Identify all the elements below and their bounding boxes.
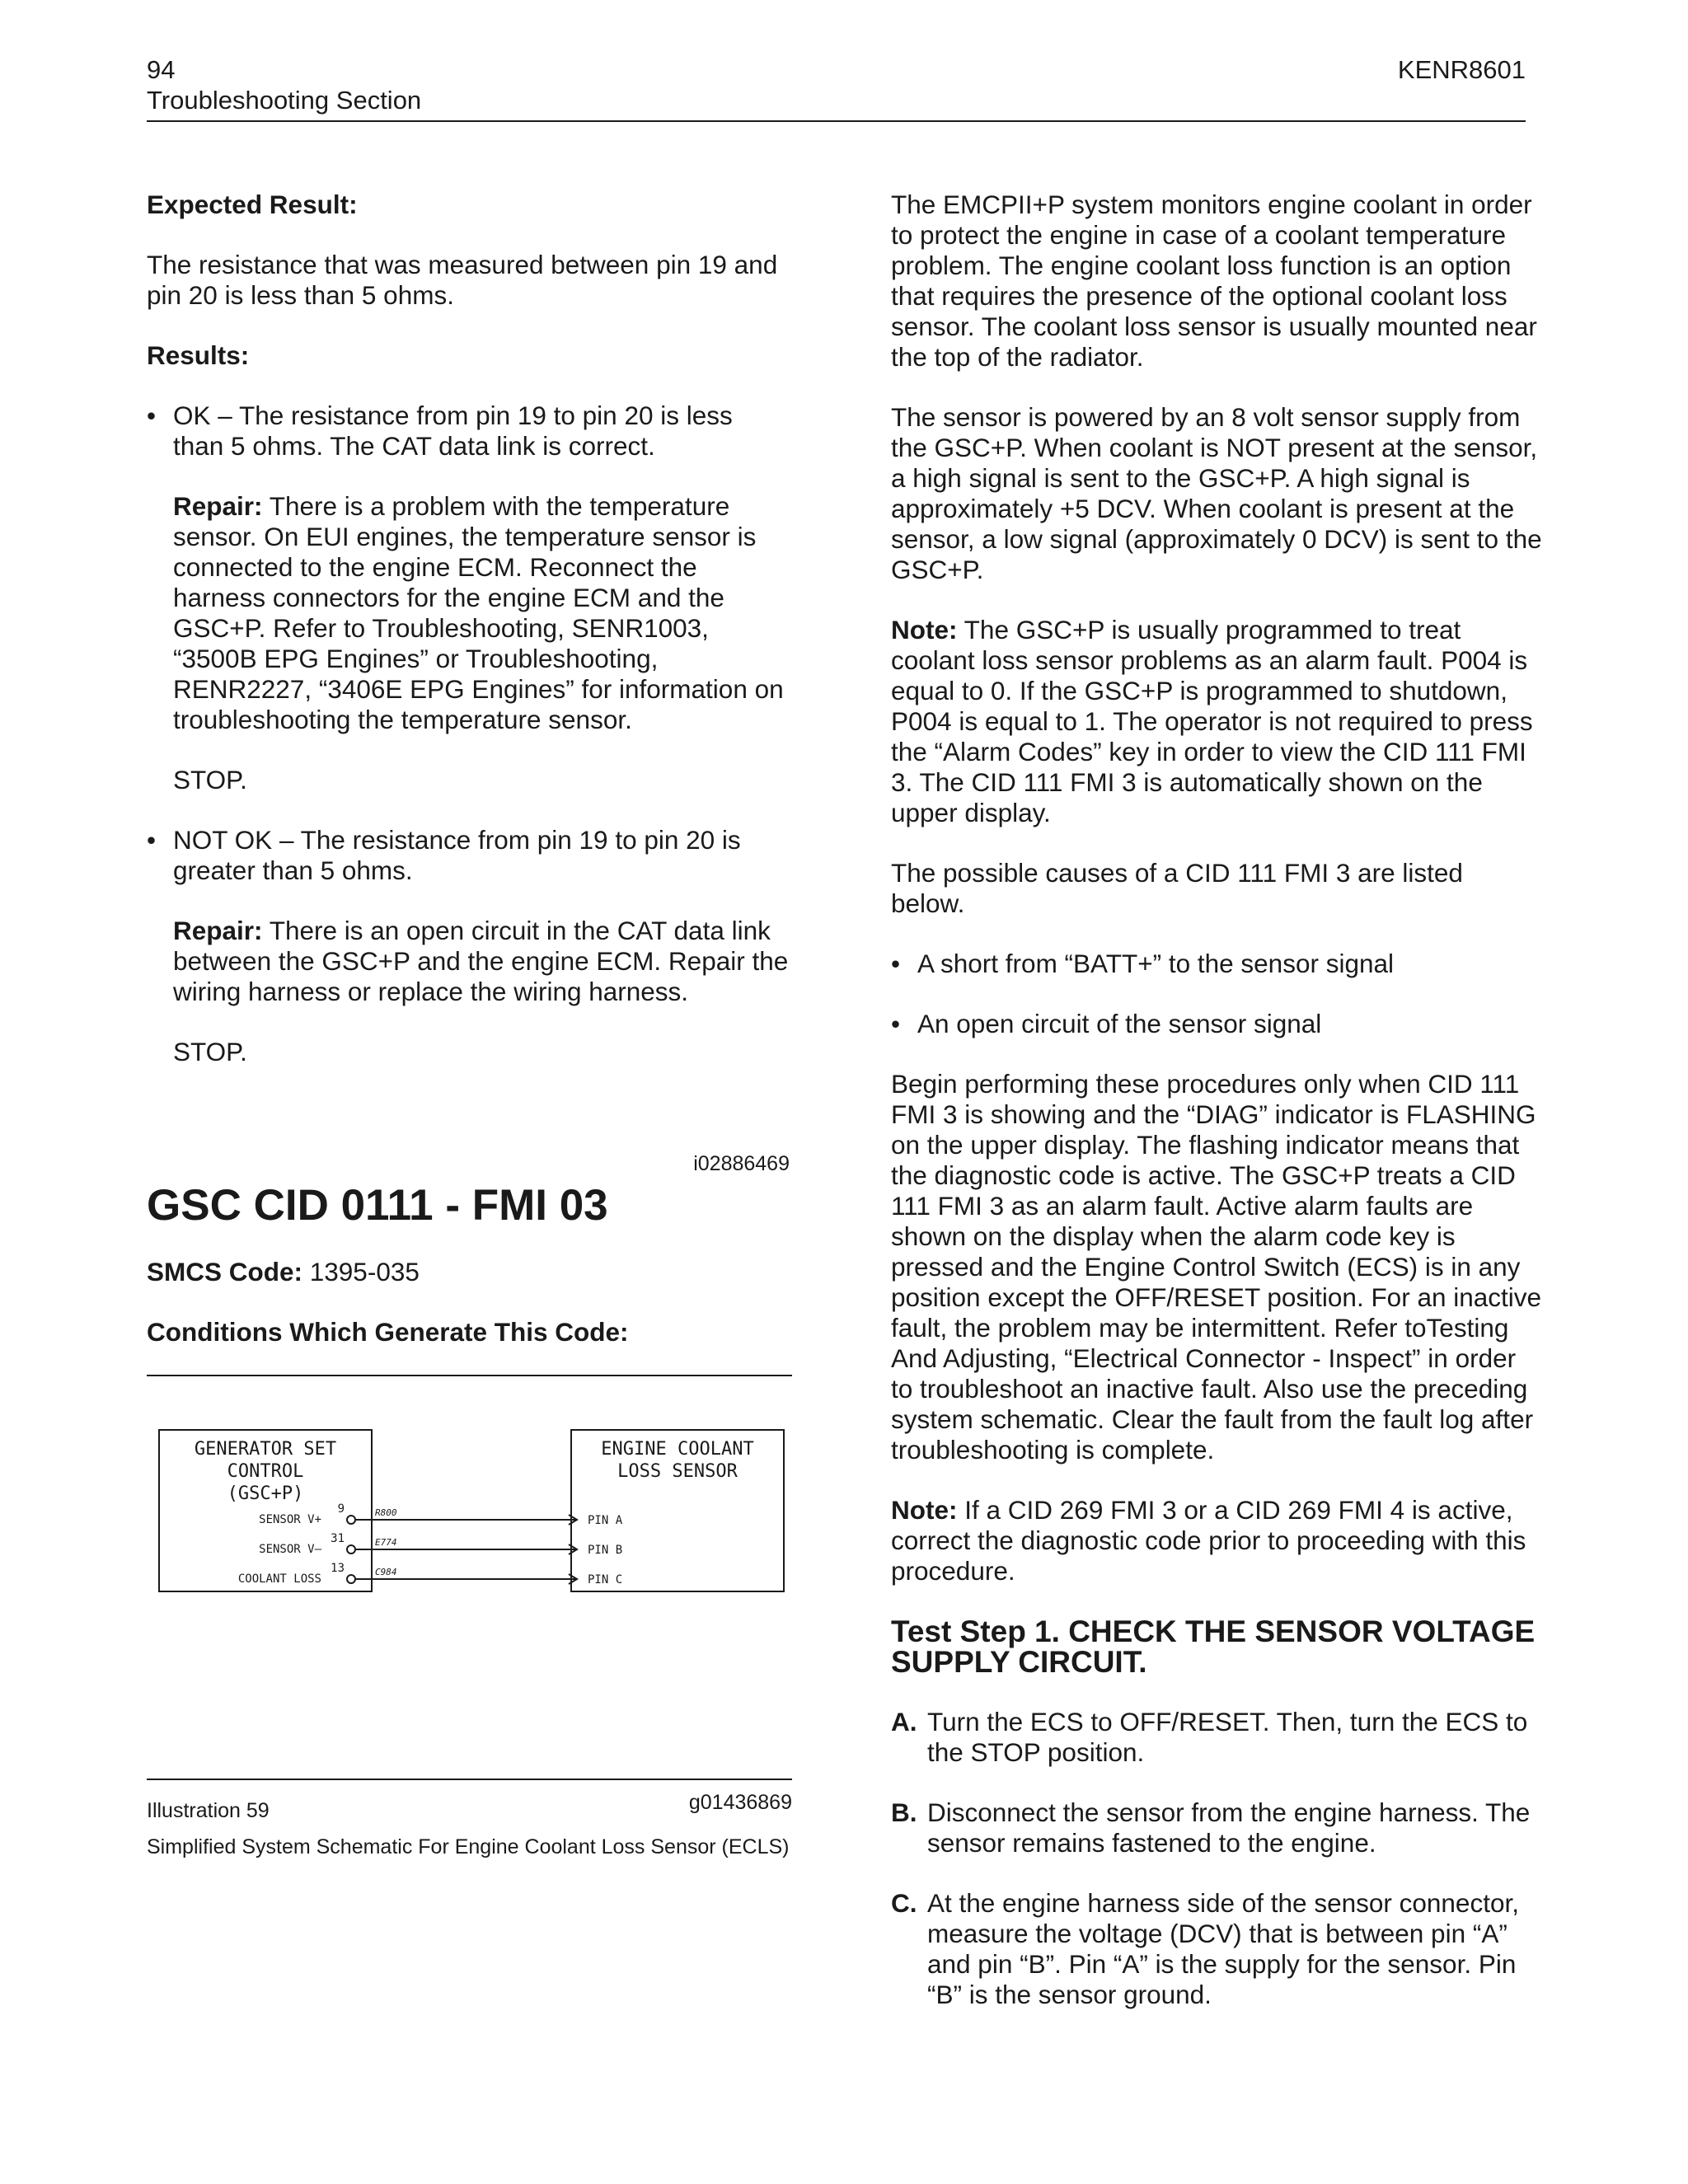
page-title: GSC CID 0111 - FMI 03 <box>147 1181 608 1230</box>
terminal-icon <box>347 1545 355 1554</box>
procedure-paragraph: Begin performing these procedures only when CID 111 FMI 3 is showing and the “DIAG” indicator is FLASHING on the upper display. The flashing indicator means that the diagnostic code is active. The GSC+P treats a CID 111 FMI 3 as an alarm fault. Active alarm faults are shown on the display when the alarm code key is pressed and the Engine Control Switch (ECS) is in any position except the OFF/RESET position. For an inactive fault, the problem may be intermittent. Refer toTesting And Adjusting, “Electrical Connector - Inspect” in order to troubleshoot an inactive fault. Also use the preceding system schematic. Clear the fault from the fault log after troubleshooting is complete. <box>891 1069 1542 1465</box>
smcs-block <box>147 1257 806 1377</box>
test-step-heading: Test Step 1. CHECK THE SENSOR VOLTAGE SUPPLY CIRCUIT. <box>891 1615 1536 1679</box>
not-ok-stop: STOP. <box>173 1037 247 1066</box>
note-label: Note: <box>891 1495 958 1525</box>
wire-label: R800 <box>375 1507 397 1518</box>
illustration-bottom-rule <box>147 1779 792 1780</box>
sensor-pin-label: PIN B <box>588 1544 623 1557</box>
expected-result-text: The resistance that was measured between pin 19 and pin 20 is less than 5 ohms. <box>147 250 778 310</box>
cause-item <box>891 1009 1542 1039</box>
step-c <box>891 1888 1542 2010</box>
step-text: Disconnect the sensor from the engine harness. The sensor remains fastened to the engine. <box>927 1797 1531 1858</box>
smcs-value: 1395-035 <box>302 1257 420 1286</box>
gsc-box-line-2: CONTROL <box>227 1461 304 1482</box>
right-column <box>891 190 1542 2040</box>
step-text: Turn the ECS to OFF/RESET. Then, turn the ECS to the STOP position. <box>927 1707 1528 1767</box>
step-letter: B. <box>891 1797 917 1827</box>
repair-label: Repair: <box>173 491 263 521</box>
bullet-icon: • <box>891 1009 901 1038</box>
repair-label: Repair: <box>173 916 263 945</box>
page-number: 94 <box>147 55 176 84</box>
bullet-icon: • <box>147 825 157 855</box>
step-letter: A. <box>891 1707 917 1736</box>
gsc-box-line-3: (GSC+P) <box>227 1483 304 1504</box>
note-text: If a CID 269 FMI 3 or a CID 269 FMI 4 is active, correct the diagnostic code prior to proceeding with this procedure. <box>891 1495 1526 1586</box>
ok-repair-text: There is a problem with the temperature sensor. On EUI engines, the temperature sensor is connected to the engine ECM. Reconnect the harness connectors for the engine ECM and the GSC+P. Refer to Troubleshooting, SENR1003, “3500B EPG Engines” or Troubleshooting, RENR2227, “3406E EPG Engines” for information on troubleshooting the temperature sensor. <box>173 491 784 734</box>
gsc-pin-number: 31 <box>331 1532 345 1545</box>
gsc-pin-number: 13 <box>331 1562 345 1575</box>
note-paragraph-2 <box>891 1495 1542 1586</box>
terminal-icon <box>347 1516 355 1524</box>
not-ok-repair-paragraph <box>147 916 790 1007</box>
gsc-pin-label: SENSOR V– <box>259 1543 321 1556</box>
sensor-power-paragraph: The sensor is powered by an 8 volt sensor supply from the GSC+P. When coolant is NOT present at the sensor, a high signal is sent to the GSC+P. A high signal is approximately +5 DCV. When coolant is present at the sensor, a low signal (approximately 0 DCV) is sent to the GSC+P. <box>891 402 1542 584</box>
left-column <box>147 190 790 1097</box>
sensor-box-line-1: ENGINE COOLANT <box>601 1439 754 1460</box>
causes-intro: The possible causes of a CID 111 FMI 3 are listed below. <box>891 858 1463 918</box>
cause-text: A short from “BATT+” to the sensor signal <box>917 949 1395 978</box>
conditions-heading: Conditions Which Generate This Code: <box>147 1317 629 1347</box>
sensor-pin-label: PIN C <box>588 1573 623 1586</box>
header-rule <box>147 120 1526 122</box>
reference-id: i02886469 <box>693 1152 790 1175</box>
sensor-pin-label: PIN A <box>588 1514 623 1527</box>
note-text: The GSC+P is usually programmed to treat coolant loss sensor problems as an alarm fault. P004 is equal to 0. If the GSC+P is programmed to shutdown, P004 is equal to 1. The operator is not required to press the “Alarm Codes” key in order to view the CID 111 FMI 3. The CID 111 FMI 3 is automatically shown on the upper display. <box>891 615 1533 827</box>
cause-item <box>891 949 1542 979</box>
smcs-label: SMCS Code: <box>147 1257 302 1286</box>
intro-paragraph: The EMCPII+P system monitors engine coolant in order to protect the engine in case of a coolant temperature problem. The engine coolant loss function is an option that requires the presence of the optional coolant loss sensor. The coolant loss sensor is usually mounted near the top of the radiator. <box>891 190 1537 372</box>
result-not-ok-text: NOT OK – The resistance from pin 19 to pin 20 is greater than 5 ohms. <box>173 825 741 885</box>
ok-stop: STOP. <box>173 765 247 794</box>
result-ok-text: OK – The resistance from pin 19 to pin 20 is less than 5 ohms. The CAT data link is correct. <box>173 401 733 461</box>
illustration-id: g01436869 <box>688 1791 792 1814</box>
expected-result-heading: Expected Result: <box>147 190 358 219</box>
step-b <box>891 1797 1542 1858</box>
bullet-icon: • <box>147 401 157 430</box>
illustration-caption: Simplified System Schematic For Engine Coolant Loss Sensor (ECLS) <box>147 1835 790 1858</box>
step-letter: C. <box>891 1888 917 1918</box>
wire-label: C984 <box>375 1567 397 1577</box>
coolant-loss-schematic <box>147 1418 798 1615</box>
bullet-icon: • <box>891 949 901 978</box>
section-title: Troubleshooting Section <box>147 86 422 115</box>
not-ok-repair-text: There is an open circuit in the CAT data link between the GSC+P and the engine ECM. Repair the wiring harness or replace the wiring harness. <box>173 916 789 1006</box>
illustration-label: Illustration 59 <box>147 1799 270 1822</box>
step-a <box>891 1707 1542 1768</box>
ok-repair-paragraph <box>147 491 790 735</box>
results-heading: Results: <box>147 340 250 370</box>
gsc-pin-label: COOLANT LOSS <box>237 1572 321 1586</box>
document-id: KENR8601 <box>1397 55 1526 84</box>
note-label: Note: <box>891 615 958 644</box>
sensor-box-line-2: LOSS SENSOR <box>617 1461 738 1482</box>
result-ok-item <box>147 401 790 462</box>
illustration-top-rule <box>147 1375 792 1376</box>
step-text: At the engine harness side of the sensor connector, measure the voltage (DCV) that is between pin “A” and pin “B”. Pin “A” is the supply for the sensor. Pin “B” is the sensor ground. <box>927 1888 1519 2009</box>
wire-label: E774 <box>375 1537 397 1548</box>
gsc-pin-number: 9 <box>337 1502 345 1516</box>
result-not-ok-item <box>147 825 790 886</box>
gsc-pin-label: SENSOR V+ <box>259 1513 321 1526</box>
cause-text: An open circuit of the sensor signal <box>917 1009 1322 1038</box>
note-paragraph-1 <box>891 615 1542 828</box>
gsc-box-line-1: GENERATOR SET <box>194 1439 337 1460</box>
terminal-icon <box>347 1575 355 1583</box>
